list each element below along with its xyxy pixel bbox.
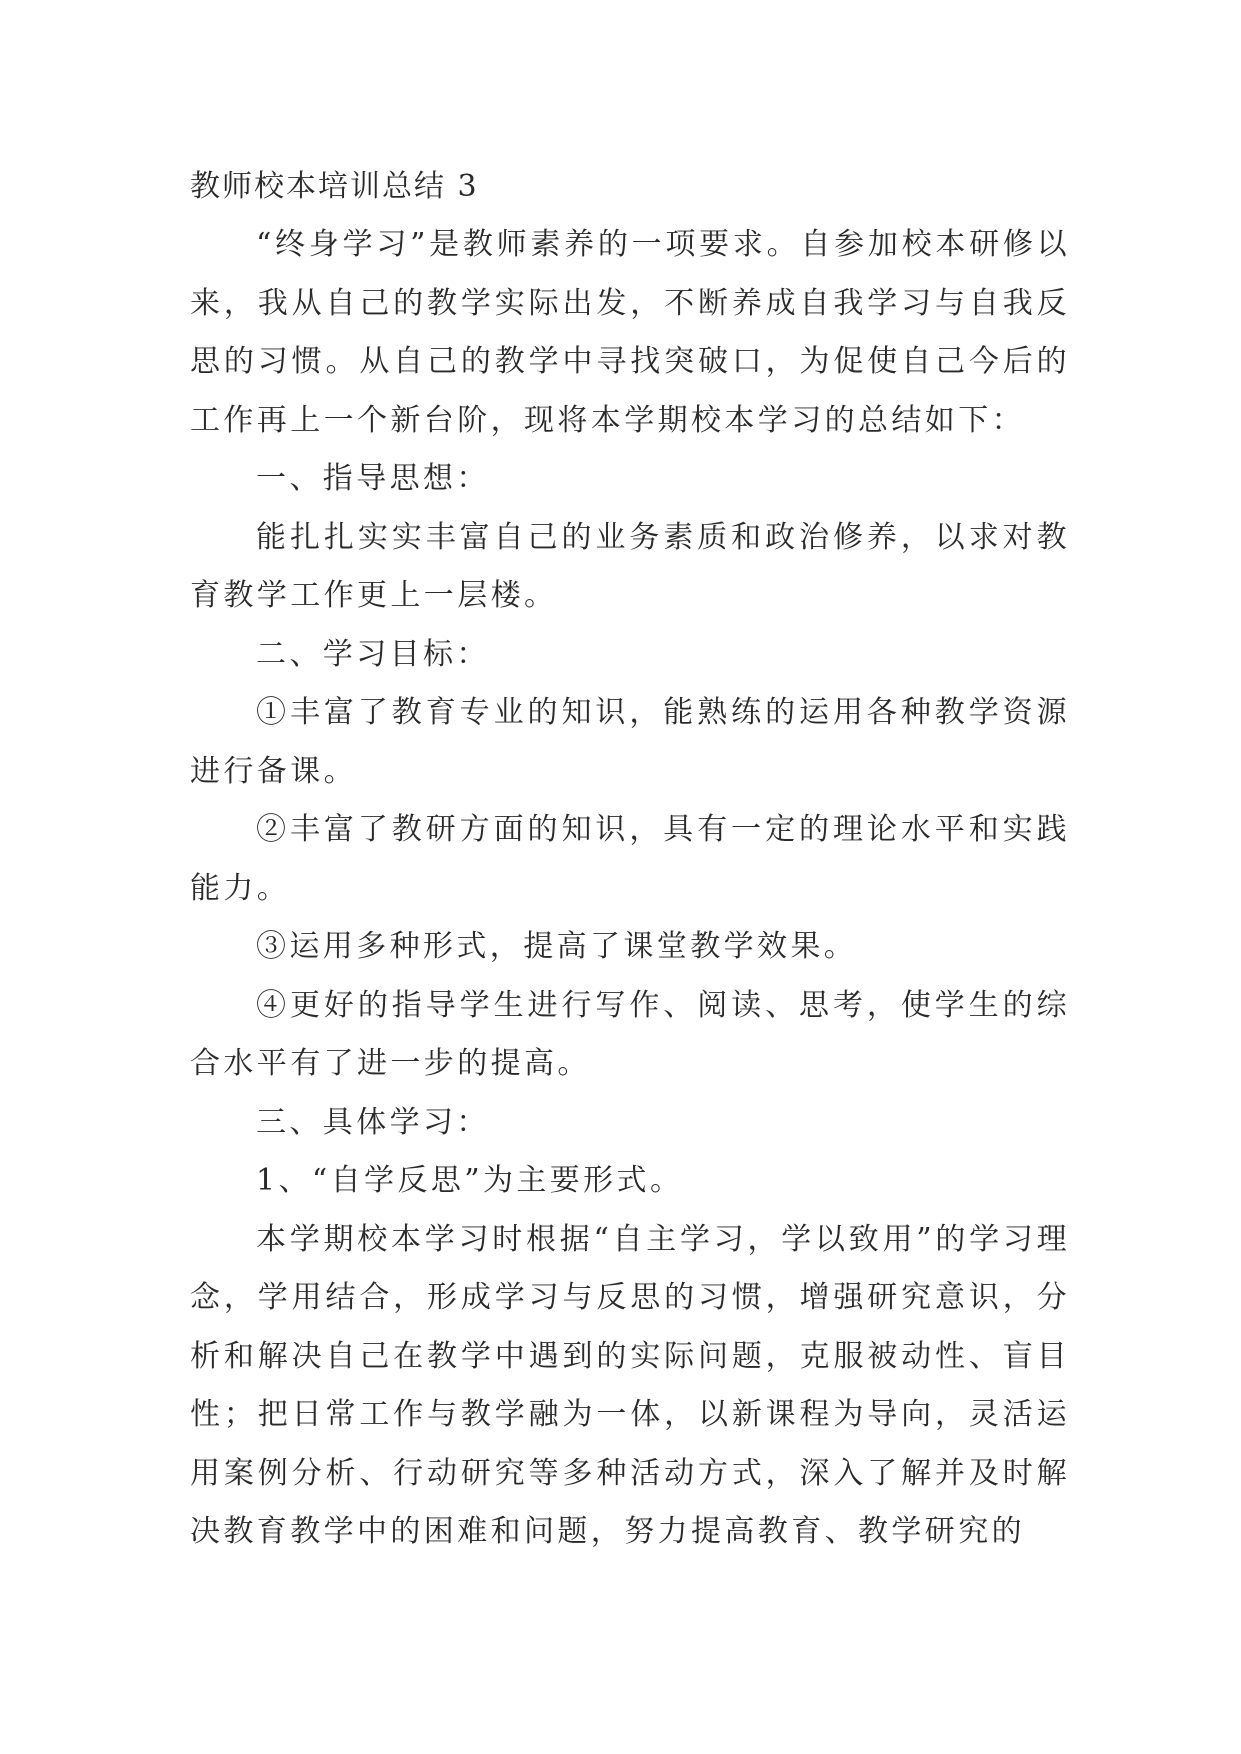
document-title: 教师校本培训总结 3	[190, 169, 479, 204]
paragraph-self-study: 本学期校本学习时根据“自主学习，学以致用”的学习理念，学用结合，形成学习与反思的习惯，增强研究意识，分析和解决自己在教学中遇到的实际问题，克服被动性、盲目性；把日常工作与教学融为一体，以新课程为导向，灵活运用案例分析、行动研究等多种活动方式，深入了解并及时解决教育教学中的困难和问题，努力提高教育、教学研究的	[190, 1221, 1070, 1549]
heading-guiding-ideology: 一、指导思想：	[256, 461, 490, 496]
goal-item-1: ①丰富了教育专业的知识，能熟练的运用各种教学资源进行备课。	[190, 695, 1070, 789]
paragraph-guiding-ideology: 能扎扎实实丰富自己的业务素质和政治修养，以求对教育教学工作更上一层楼。	[190, 519, 1070, 613]
goal-item-2: ②丰富了教研方面的知识，具有一定的理论水平和实践能力。	[190, 812, 1070, 906]
goal-item-4: ④更好的指导学生进行写作、阅读、思考，使学生的综合水平有了进一步的提高。	[190, 987, 1070, 1081]
paragraph-intro: “终身学习”是教师素养的一项要求。自参加校本研修以来，我从自己的教学实际出发，不断养成自我学习与自我反思的习惯。从自己的教学中寻找突破口，为促使自己今后的工作再上一个新台阶，现将本学期校本学习的总结如下：	[190, 227, 1070, 438]
document-body	[190, 158, 1070, 1562]
heading-specific-learning: 三、具体学习：	[256, 1104, 490, 1140]
goal-item-3: ③运用多种形式，提高了课堂教学效果。	[256, 929, 858, 964]
heading-learning-goals: 二、学习目标：	[256, 636, 490, 672]
subheading-self-study: 1、“自学反思”为主要形式。	[256, 1163, 684, 1198]
